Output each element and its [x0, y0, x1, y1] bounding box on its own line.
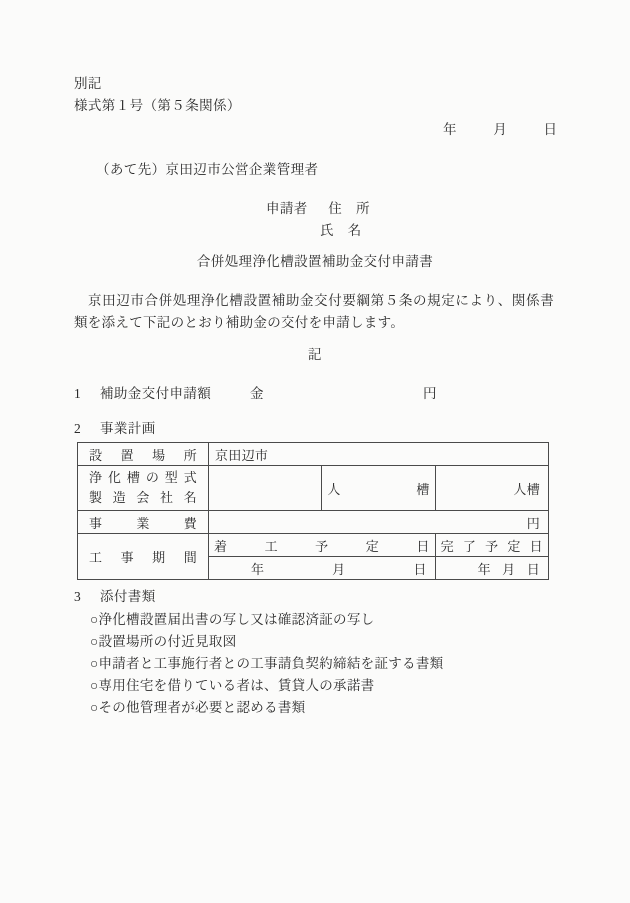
location-label-c3: 場	[152, 447, 166, 463]
start-h-c3: 予	[315, 538, 329, 554]
attachment-item: ○設置場所の付近見取図	[90, 634, 237, 649]
start-date-fields	[209, 559, 435, 578]
period-label-c4: 間	[183, 550, 197, 566]
applicant-address-label: 住 所	[328, 201, 370, 216]
tank-maker-value-cell[interactable]	[435, 466, 548, 511]
end-month: 月	[502, 561, 516, 577]
tank-capacity-small-cell	[322, 466, 435, 511]
tank-capacity-small-unit	[322, 479, 434, 498]
cost-label-text	[84, 513, 202, 532]
start-month: 月	[332, 561, 346, 577]
tank-l1-c5: 型	[164, 470, 179, 485]
attachment-item: ○専用住宅を借りている者は、賃貸人の承諾書	[90, 678, 375, 693]
end-h-c4: 定	[507, 538, 521, 554]
cost-label	[78, 511, 209, 534]
end-h-c1: 完	[440, 538, 454, 554]
attachment-item: ○申請者と工事施行者との工事請負契約締結を証する書類	[90, 656, 444, 671]
ninso-c1: 人	[327, 481, 341, 497]
date-day-label: 日	[543, 122, 557, 137]
cost-value-cell[interactable]	[209, 511, 549, 534]
tank-l2-c5: 名	[183, 490, 197, 506]
applicant-label: 申請者	[266, 201, 308, 216]
location-label-text	[84, 445, 202, 464]
applicant-address-row	[266, 199, 370, 220]
location-label-c4: 所	[183, 447, 197, 463]
start-date-header-cell	[209, 534, 436, 557]
tank-l1-c3: 槽	[126, 470, 141, 485]
end-h-c2: 了	[462, 538, 477, 554]
end-year: 年	[477, 561, 491, 577]
table-row-tank	[78, 466, 549, 511]
tank-l2-c4: 社	[160, 490, 174, 506]
period-label-text	[84, 547, 202, 566]
tank-label-line1	[84, 468, 202, 488]
start-day: 日	[413, 561, 427, 577]
end-h-c3: 予	[485, 538, 499, 554]
tank-label-line2	[84, 488, 202, 508]
tank-l2-c2: 造	[112, 490, 126, 506]
table-row-location	[78, 443, 549, 466]
end-day: 日	[526, 561, 540, 577]
start-year: 年	[251, 561, 265, 577]
cost-label-c1: 事	[89, 515, 103, 531]
document-date-line	[443, 120, 557, 141]
start-h-c1: 着	[214, 538, 228, 554]
applicant-name-row	[320, 221, 362, 242]
period-label-c3: 期	[152, 550, 166, 566]
period-label-c2: 事	[120, 550, 134, 566]
applicant-name-label: 氏 名	[320, 223, 362, 238]
location-label-c2: 置	[120, 447, 134, 463]
cost-label-c2: 業	[136, 515, 150, 531]
end-date-header-cell	[435, 534, 548, 557]
location-value-cell[interactable]	[209, 443, 549, 466]
end-date-value-cell[interactable]	[435, 557, 548, 580]
item2-number: 2	[74, 421, 82, 436]
item2-label: 事業計画	[100, 421, 156, 436]
location-value: 京田辺市	[215, 447, 269, 463]
ninso-c2: 槽	[416, 481, 430, 497]
table-row-cost	[78, 511, 549, 534]
tank-l1-c1: 浄	[89, 470, 103, 485]
item1-amount-unit: 円	[423, 386, 437, 401]
addressee-line: （あて先）京田辺市公営企業管理者	[96, 162, 319, 177]
item1-number: 1	[74, 386, 82, 401]
start-date-header	[209, 536, 435, 555]
attachment-item: ○その他管理者が必要と認める書類	[90, 700, 306, 715]
cost-label-c3: 費	[183, 515, 197, 531]
tank-l1-c2: 化	[107, 470, 122, 485]
end-date-header	[436, 536, 548, 555]
item1-label: 補助金交付申請額	[100, 386, 212, 401]
start-h-c5: 日	[416, 538, 430, 554]
item1-amount-prefix: 金	[250, 386, 264, 401]
tank-capacity-large-unit: 人槽	[513, 481, 540, 497]
period-label	[78, 534, 209, 580]
end-h-c5: 日	[529, 538, 543, 554]
tank-l1-c4: の	[145, 470, 160, 485]
end-date-fields	[436, 559, 548, 578]
tank-l1-c6: 式	[183, 470, 197, 485]
location-label-c1: 設	[89, 447, 103, 463]
date-year-label: 年	[443, 122, 457, 137]
tank-l2-c3: 会	[136, 490, 150, 506]
location-label	[78, 443, 209, 466]
start-date-value-cell[interactable]	[209, 557, 436, 580]
start-h-c2: 工	[264, 538, 278, 554]
item3-number: 3	[74, 589, 82, 604]
date-month-label: 月	[493, 122, 507, 137]
item3-label: 添付書類	[100, 589, 156, 604]
tank-l2-c1: 製	[89, 490, 103, 506]
form-number-label: 様式第１号（第５条関係）	[74, 98, 241, 113]
tank-label	[78, 466, 209, 511]
start-h-c4: 定	[365, 538, 380, 554]
document-body-paragraph: 京田辺市合併処理浄化槽設置補助金交付要綱第５条の規定により、関係書類を添えて下記のとおり補助金の交付を申請します。	[74, 293, 554, 330]
document-title: 合併処理浄化槽設置補助金交付申請書	[196, 254, 434, 269]
tank-model-value-cell[interactable]	[209, 466, 322, 511]
business-plan-table	[77, 442, 549, 580]
bekki-label: 別記	[74, 76, 102, 91]
attachment-item: ○浄化槽設置届出書の写し又は確認済証の写し	[90, 612, 375, 627]
period-label-c1: 工	[89, 550, 103, 566]
cost-unit: 円	[526, 515, 540, 531]
ki-marker: 記	[308, 347, 322, 362]
table-row-period-headers	[78, 534, 549, 557]
